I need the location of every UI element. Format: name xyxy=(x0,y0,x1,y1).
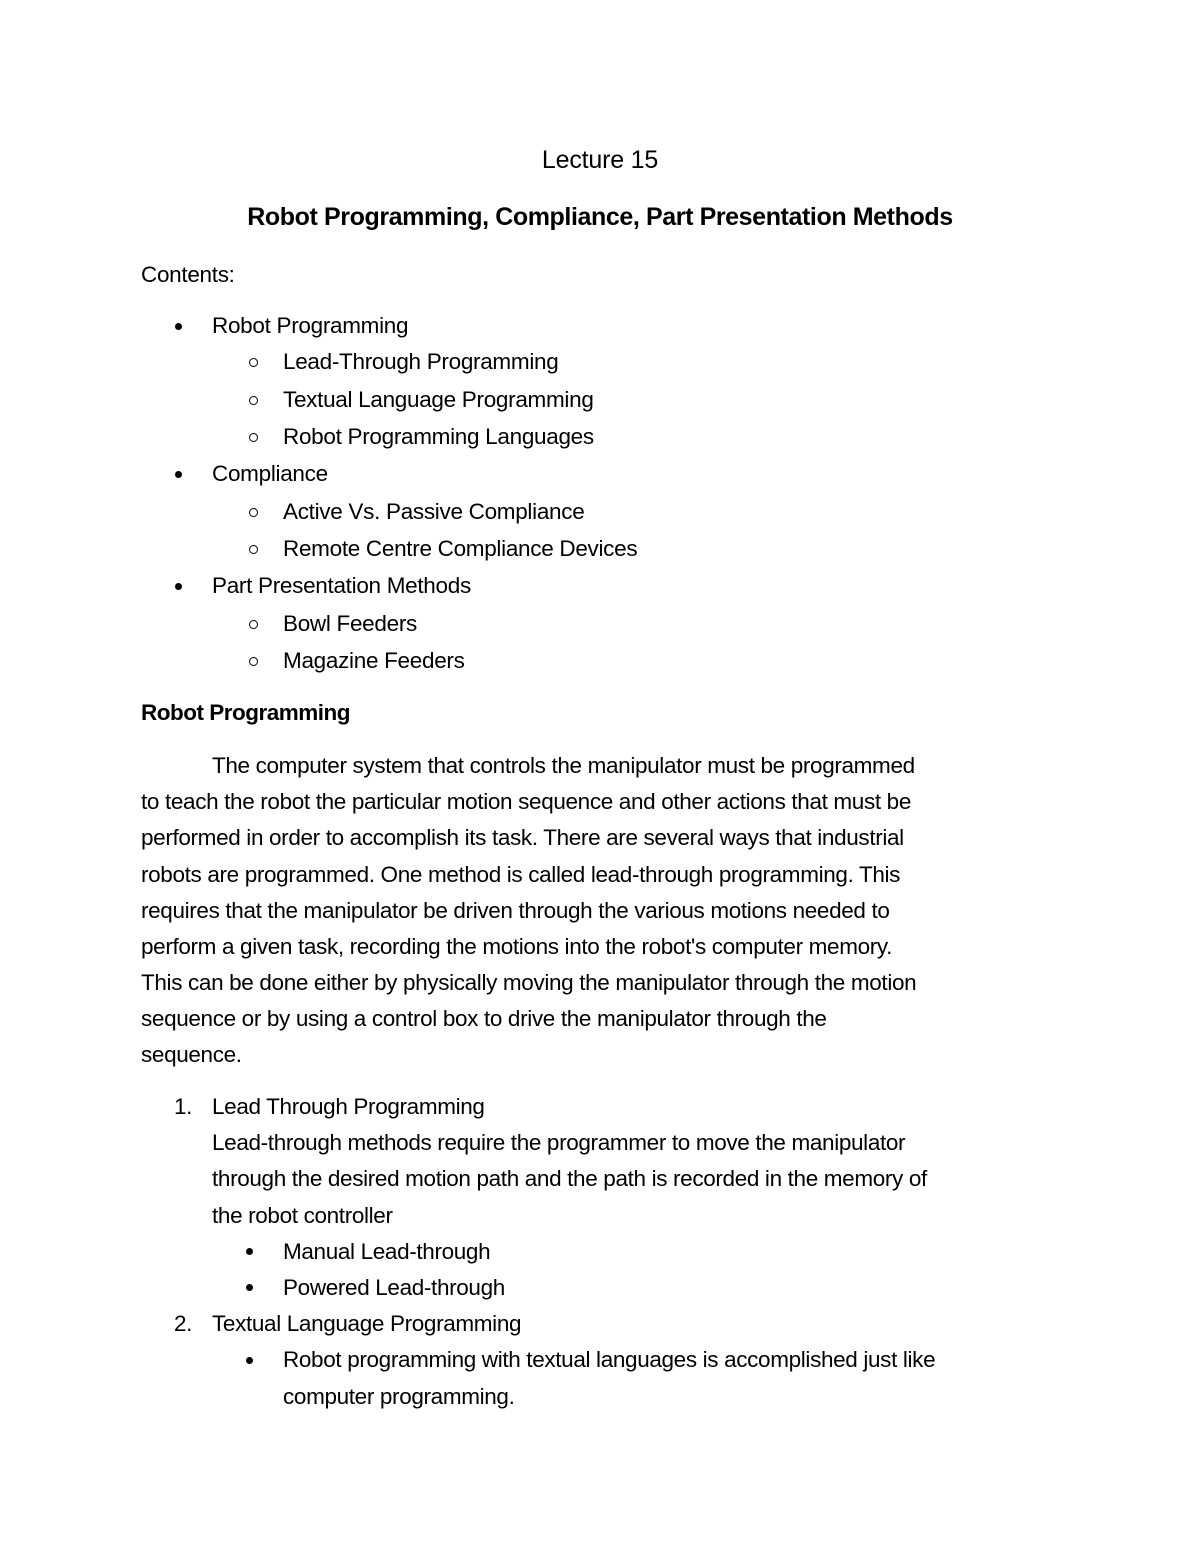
paragraph-line: sequence. xyxy=(141,1042,242,1067)
list-number: 2. xyxy=(174,1311,193,1336)
circle-bullet-icon xyxy=(249,545,258,554)
paragraph-line: perform a given task, recording the motions into the robot's computer memory. xyxy=(141,934,893,959)
contents-subitem: Robot Programming Languages xyxy=(283,424,594,449)
sub-bullet-item: Powered Lead-through xyxy=(283,1275,505,1300)
list-item-label: Textual Language Programming xyxy=(212,1311,522,1336)
page-title: Robot Programming, Compliance, Part Presentation Methods xyxy=(247,203,953,231)
contents-subitem: Magazine Feeders xyxy=(283,648,465,673)
list-item-description: through the desired motion path and the path is recorded in the memory of xyxy=(212,1166,927,1191)
contents-subitem: Remote Centre Compliance Devices xyxy=(283,536,638,561)
list-item-description: the robot controller xyxy=(212,1203,393,1228)
list-item-description: Lead-through methods require the programmer to move the manipulator xyxy=(212,1130,906,1155)
circle-bullet-icon xyxy=(249,358,258,367)
paragraph-line: performed in order to accomplish its task. There are several ways that industrial xyxy=(141,825,904,850)
bullet-icon xyxy=(175,323,182,330)
contents-subitem: Textual Language Programming xyxy=(283,387,594,412)
sub-bullet-item: Robot programming with textual languages is accomplished just like xyxy=(283,1347,936,1372)
circle-bullet-icon xyxy=(249,433,258,442)
circle-bullet-icon xyxy=(249,508,258,517)
paragraph-line: robots are programmed. One method is called lead-through programming. This xyxy=(141,862,901,887)
circle-bullet-icon xyxy=(249,620,258,629)
contents-label: Contents: xyxy=(141,262,235,287)
section-heading: Robot Programming xyxy=(141,700,350,725)
paragraph-line: This can be done either by physically moving the manipulator through the motion xyxy=(141,970,917,995)
bullet-icon xyxy=(246,1357,253,1364)
bullet-icon xyxy=(175,471,182,478)
sub-bullet-item-continued: computer programming. xyxy=(283,1384,515,1409)
bullet-icon xyxy=(175,583,182,590)
contents-subitem: Bowl Feeders xyxy=(283,611,417,636)
contents-subitem: Active Vs. Passive Compliance xyxy=(283,499,585,524)
contents-item: Part Presentation Methods xyxy=(212,573,471,598)
lecture-number: Lecture 15 xyxy=(541,146,659,174)
list-item-label: Lead Through Programming xyxy=(212,1094,485,1119)
sub-bullet-item: Manual Lead-through xyxy=(283,1239,491,1264)
circle-bullet-icon xyxy=(249,657,258,666)
contents-subitem: Lead-Through Programming xyxy=(283,349,559,374)
contents-item: Compliance xyxy=(212,461,328,486)
bullet-icon xyxy=(246,1284,253,1291)
list-number: 1. xyxy=(174,1094,193,1119)
paragraph-line: to teach the robot the particular motion sequence and other actions that must be xyxy=(141,789,911,814)
paragraph-line: The computer system that controls the manipulator must be programmed xyxy=(212,753,915,778)
paragraph-line: requires that the manipulator be driven through the various motions needed to xyxy=(141,898,890,923)
contents-item: Robot Programming xyxy=(212,313,409,338)
paragraph-line: sequence or by using a control box to drive the manipulator through the xyxy=(141,1006,827,1031)
circle-bullet-icon xyxy=(249,396,258,405)
bullet-icon xyxy=(246,1248,253,1255)
